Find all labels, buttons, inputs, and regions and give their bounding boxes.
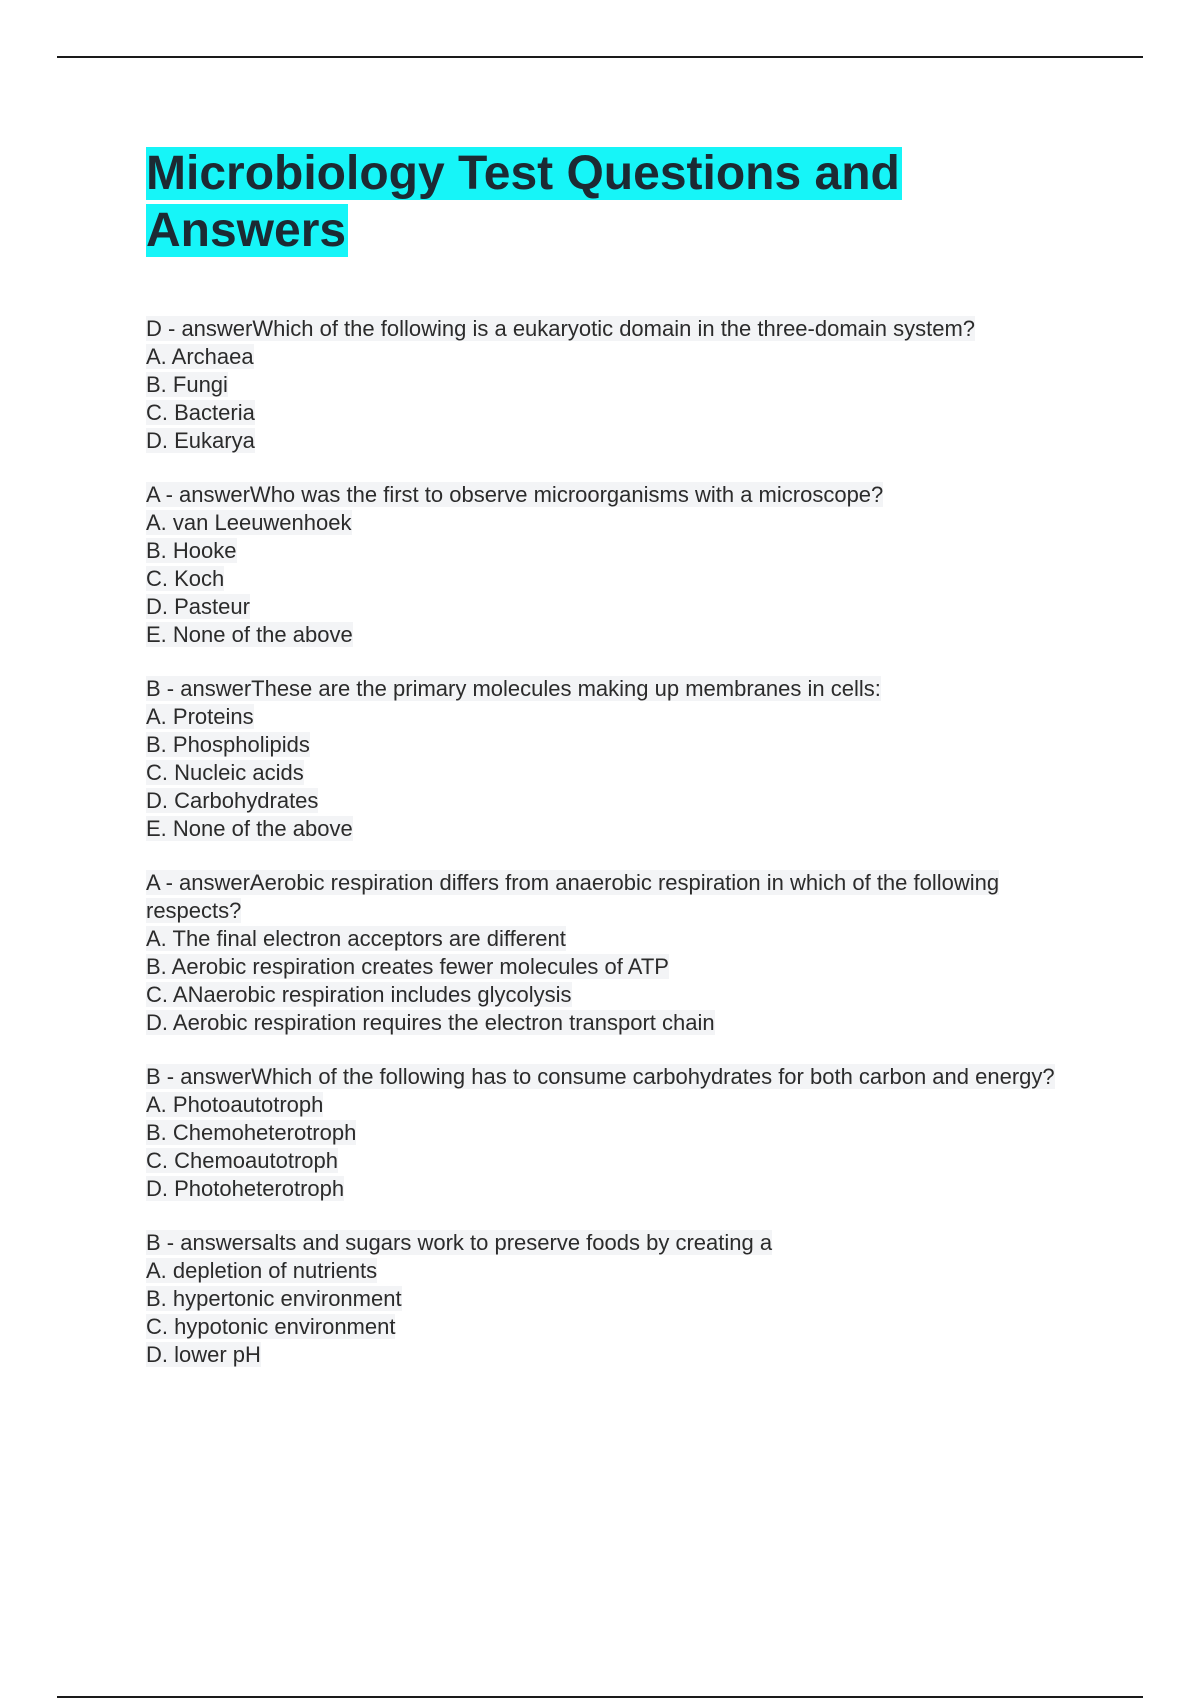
question-2 — [146, 481, 1086, 649]
answer-option: C. ANaerobic respiration includes glycolysis — [146, 982, 572, 1007]
question-prompt: B - answersalts and sugars work to preserve foods by creating a — [146, 1230, 773, 1255]
answer-option: B. Chemoheterotroph — [146, 1120, 357, 1145]
answer-option: C. Chemoautotroph — [146, 1148, 338, 1173]
answer-option: A. Archaea — [146, 344, 254, 369]
question-6 — [146, 1229, 1086, 1369]
document-body — [146, 145, 1086, 1395]
answer-option: C. Nucleic acids — [146, 760, 304, 785]
answer-option: A. Proteins — [146, 704, 254, 729]
answer-option: B. Hooke — [146, 538, 237, 563]
question-1 — [146, 315, 1086, 455]
answer-option: A. depletion of nutrients — [146, 1258, 378, 1283]
answer-option: C. Koch — [146, 566, 225, 591]
question-prompt: A - answerWho was the first to observe microorganisms with a microscope? — [146, 482, 884, 507]
bottom-rule — [57, 1696, 1143, 1698]
question-prompt: D - answerWhich of the following is a eukaryotic domain in the three-domain system? — [146, 316, 976, 341]
question-5 — [146, 1063, 1086, 1203]
answer-option: C. hypotonic environment — [146, 1314, 396, 1339]
document-title-text: Microbiology Test Questions and Answers — [146, 147, 900, 257]
answer-option: D. Carbohydrates — [146, 788, 319, 813]
question-prompt: A - answerAerobic respiration differs from anaerobic respiration in which of the following respects? — [146, 870, 1000, 923]
answer-option: B. hypertonic environment — [146, 1286, 402, 1311]
top-rule — [57, 56, 1143, 58]
question-3 — [146, 675, 1086, 843]
answer-option: B. Aerobic respiration creates fewer molecules of ATP — [146, 954, 669, 979]
answer-option: B. Phospholipids — [146, 732, 310, 757]
question-4 — [146, 869, 1086, 1037]
answer-option: D. Aerobic respiration requires the electron transport chain — [146, 1010, 715, 1035]
answer-option: D. Eukarya — [146, 428, 255, 453]
answer-option: A. van Leeuwenhoek — [146, 510, 352, 535]
document-title — [146, 145, 926, 259]
answer-option: A. The final electron acceptors are different — [146, 926, 566, 951]
answer-option: E. None of the above — [146, 816, 353, 841]
answer-option: C. Bacteria — [146, 400, 255, 425]
answer-option: A. Photoautotroph — [146, 1092, 324, 1117]
question-prompt: B - answerThese are the primary molecules making up membranes in cells: — [146, 676, 881, 701]
answer-option: D. Photoheterotroph — [146, 1176, 345, 1201]
answer-option: B. Fungi — [146, 372, 228, 397]
question-prompt: B - answerWhich of the following has to consume carbohydrates for both carbon and energy? — [146, 1064, 1055, 1089]
answer-option: D. Pasteur — [146, 594, 250, 619]
answer-option: E. None of the above — [146, 622, 353, 647]
answer-option: D. lower pH — [146, 1342, 261, 1367]
